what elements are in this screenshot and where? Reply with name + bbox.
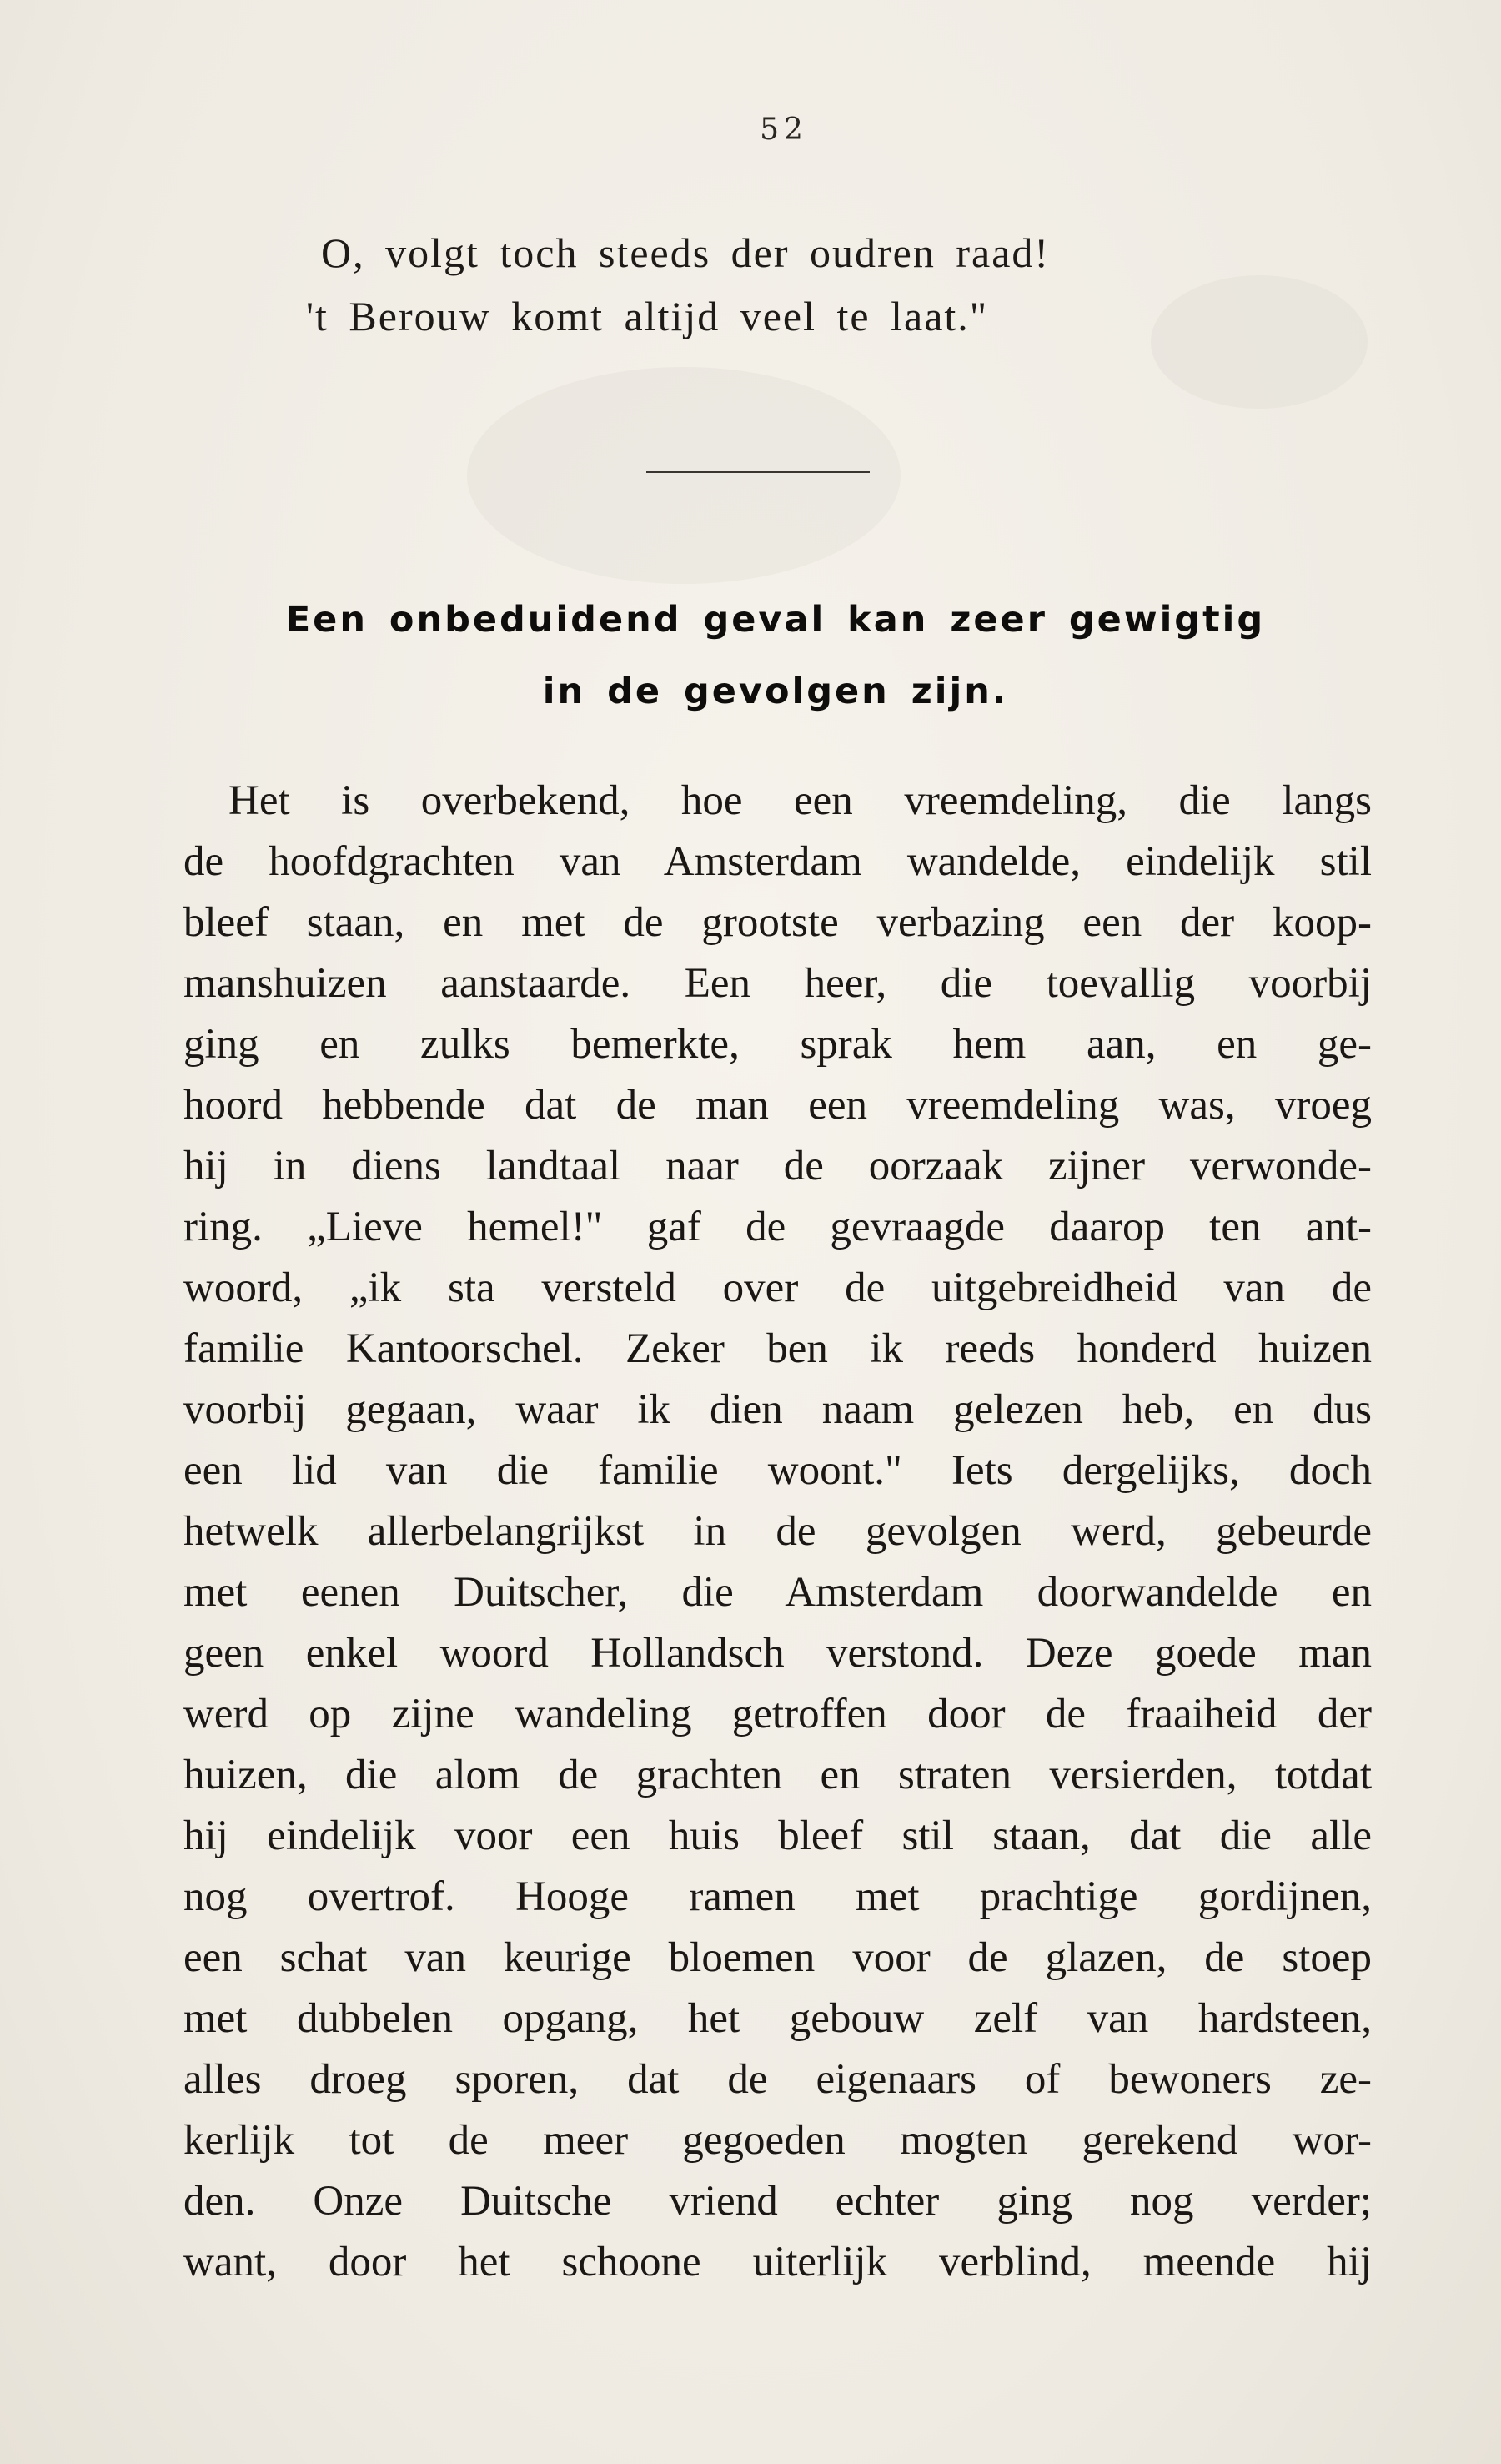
text-line: want, door het schoone uiterlijk verblind, meende hij: [183, 2239, 1372, 2285]
text-line: hoord hebbende dat de man een vreemdeling was, vroeg: [183, 1082, 1372, 1129]
text-line: woord, „ik sta versteld over de uitgebreidheid van de: [183, 1265, 1372, 1311]
section-heading: [192, 584, 1359, 727]
text-line: kerlijk tot de meer gegoeden mogten gerekend wor-: [183, 2117, 1372, 2164]
text-line: hetwelk allerbelangrijkst in de gevolgen werd, gebeurde: [183, 1508, 1372, 1555]
heading-line: in de gevolgen zijn.: [542, 671, 1009, 712]
text-line: de hoofdgrachten van Amsterdam wandelde, eindelijk stil: [183, 838, 1372, 885]
verse-line: 't Berouw komt altijd veel te laat.": [306, 293, 989, 339]
text-line: hij in diens landtaal naar de oorzaak zijner verwonde-: [183, 1143, 1372, 1189]
text-line: ging en zulks bemerkte, sprak hem aan, en ge-: [183, 1021, 1372, 1068]
verse-closing: [306, 221, 1051, 348]
text-line: alles droeg sporen, dat de eigenaars of bewoners ze-: [183, 2056, 1372, 2103]
text-line: met dubbelen opgang, het gebouw zelf van hardsteen,: [183, 1995, 1372, 2042]
body-paragraph: [183, 771, 1372, 2293]
text-line: geen enkel woord Hollandsch verstond. Deze goede man: [183, 1630, 1372, 1677]
paper-stain: [467, 367, 901, 584]
verse-line: O, volgt toch steeds der oudren raad!: [321, 229, 1051, 276]
text-line: een lid van die familie woont." Iets dergelijks, doch: [183, 1447, 1372, 1494]
text-line: werd op zijne wandeling getroffen door de fraaiheid der: [183, 1691, 1372, 1737]
text-line: met eenen Duitscher, die Amsterdam doorwandelde en: [183, 1569, 1372, 1616]
text-line: bleef staan, en met de grootste verbazing een der koop-: [183, 899, 1372, 946]
text-line: familie Kantoorschel. Zeker ben ik reeds honderd huizen: [183, 1325, 1372, 1372]
paper-stain: [1151, 275, 1368, 409]
text-line: een schat van keurige bloemen voor de glazen, de stoep: [183, 1934, 1372, 1981]
text-line: ring. „Lieve hemel!" gaf de gevraagde daarop ten ant-: [183, 1204, 1372, 1250]
heading-line: Een onbeduidend geval kan zeer gewigtig: [285, 599, 1266, 641]
section-divider: [646, 471, 870, 473]
text-line: nog overtrof. Hooge ramen met prachtige gordijnen,: [183, 1873, 1372, 1920]
text-line: den. Onze Duitsche vriend echter ging nog verder;: [183, 2178, 1372, 2225]
text-line: hij eindelijk voor een huis bleef stil staan, dat die alle: [183, 1813, 1372, 1859]
text-line: manshuizen aanstaarde. Een heer, die toevallig voorbij: [183, 960, 1372, 1007]
text-line: huizen, die alom de grachten en straten versierden, totdat: [183, 1752, 1372, 1798]
text-line: Het is overbekend, hoe een vreemdeling, die langs: [228, 777, 1372, 824]
page-number: 52: [760, 113, 808, 147]
text-line: voorbij gegaan, waar ik dien naam gelezen heb, en dus: [183, 1386, 1372, 1433]
